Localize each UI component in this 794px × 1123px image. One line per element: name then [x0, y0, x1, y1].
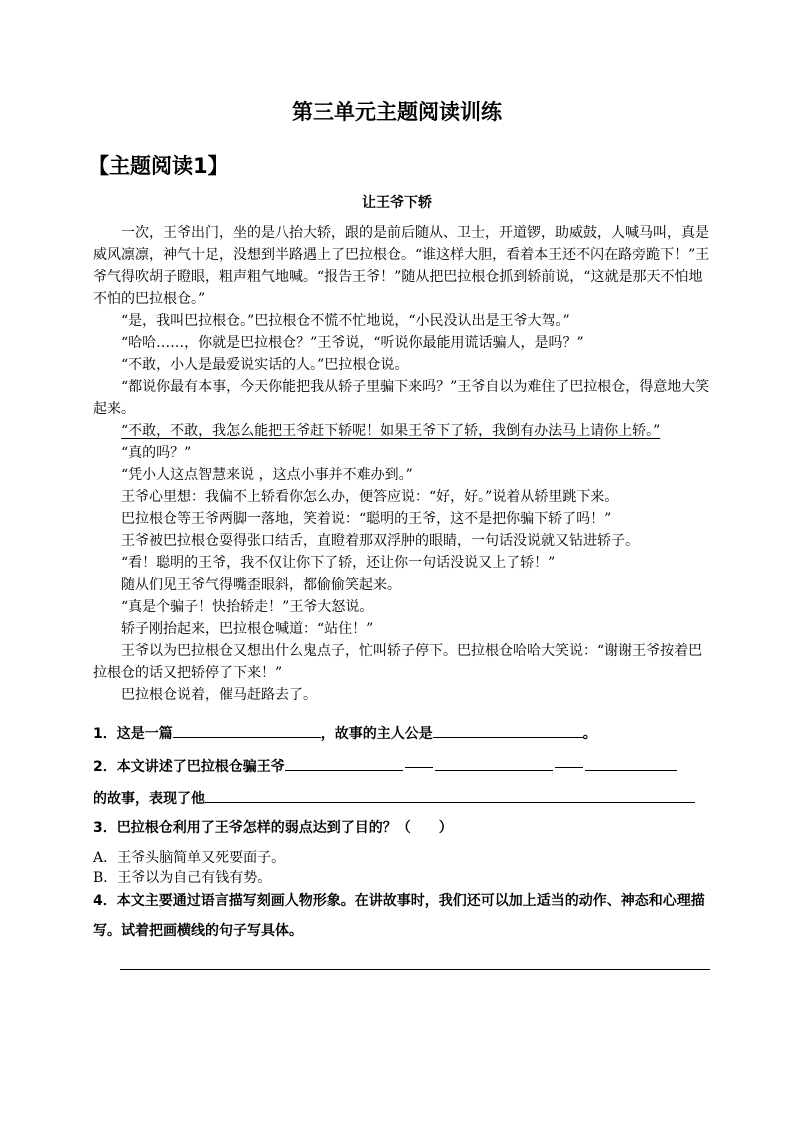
answer-blank-step-1[interactable] [285, 753, 403, 771]
story-paragraph: 巴拉根仓说着，催马赶路去了。 [121, 687, 317, 703]
story-title: 让王爷下轿 [362, 195, 432, 211]
story-paragraph: 王爷被巴拉根仓耍得张口结舌，直瞪着那双浮肿的眼睛，一句话没说就又钻进轿子。 [121, 533, 639, 549]
question-1-text-c: 。 [582, 726, 597, 742]
question-1 [93, 720, 713, 746]
question-4: 4．本文主要通过语言描写刻画人物形象。在讲故事时，我们还可以加上适当的动作、神态和心理描写。试着把画横线的句子写具体。 [93, 893, 705, 939]
answer-blank-genre[interactable] [173, 720, 321, 738]
question-1-text-a: 1．这是一篇 [93, 726, 173, 742]
section-heading: 【主题阅读1】 [88, 154, 229, 178]
question-2 [93, 753, 713, 779]
story-paragraph: 巴拉根仓等王爷两脚一落地，笑着说：“聪明的王爷，这不是把你骗下轿了吗！” [121, 511, 612, 527]
option-b[interactable]: B．王爷以为自己有钱有势。 [93, 870, 272, 886]
story-paragraph: 王爷以为巴拉根仓又想出什么鬼点子，忙叫轿子停下。巴拉根仓哈哈大笑说：“谢谢王爷按着巴拉根仓的话又把轿停了下来！” [93, 643, 703, 681]
option-a[interactable]: A．王爷头脑简单又死要面子。 [93, 850, 286, 866]
story-paragraph: 一次，王爷出门，坐的是八抬大轿，跟的是前后随从、卫士，开道锣，助威鼓，人喊马叫，真是威风凛凛，神气十足，没想到半路遇上了巴拉根仓。“谁这样大胆，看着本王还不闪在路旁跪下！”王爷气得吹胡子瞪眼，粗声粗气地喊。“报告王爷！”随从把巴拉根仓抓到轿前说，“这就是那天不怕地不怕的巴拉根仓。” [93, 225, 710, 307]
story-paragraph: 轿子刚抬起来，巴拉根仓喊道：“站住！” [121, 621, 374, 637]
story-paragraph: 王爷心里想：我偏不上轿看你怎么办，便答应说：“好，好。”说着从轿里跳下来。 [121, 489, 619, 505]
story-paragraph: “真的吗？” [121, 445, 192, 461]
story-paragraph: “凭小人这点智慧来说 ，这点小事并不难办到。” [121, 467, 413, 483]
underlined-sentence: “不敢，不敢，我怎么能把王爷赶下轿呢！如果王爷下了轿，我倒有办法马上请你上轿。” [121, 423, 661, 439]
answer-blank-quality[interactable] [205, 785, 695, 803]
page-title: 第三单元主题阅读训练 [292, 100, 502, 124]
story-text [93, 222, 713, 706]
story-paragraph: “不敢，小人是最爱说实话的人。”巴拉根仓说。 [121, 357, 409, 373]
dash-separator [555, 767, 583, 768]
dash-separator [405, 767, 433, 768]
answer-line[interactable] [120, 969, 710, 970]
answer-blank-step-3[interactable] [585, 753, 677, 771]
answer-blank-protagonist[interactable] [433, 720, 583, 738]
question-3: 3．巴拉根仓利用了王爷怎样的弱点达到了目的？（ ） [93, 820, 453, 836]
story-paragraph: “哈哈……，你就是巴拉根仓？”王爷说，“听说你最能用谎话骗人，是吗？” [121, 335, 584, 351]
story-paragraph: “都说你最有本事，今天你能把我从轿子里骗下来吗？”王爷自以为难住了巴拉根仓，得意地大笑起来。 [93, 379, 710, 417]
story-paragraph: “看！聪明的王爷，我不仅让你下了轿，还让你一句话没说又上了轿！” [121, 555, 556, 571]
question-2-text-a: 2．本文讲述了巴拉根仓骗王爷 [93, 759, 285, 775]
story-paragraph: 随从们见王爷气得嘴歪眼斜，都偷偷笑起来。 [121, 577, 401, 593]
question-2-line-2 [93, 785, 713, 811]
story-paragraph: “是，我叫巴拉根仓。”巴拉根仓不慌不忙地说，“小民没认出是王爷大驾。” [121, 313, 570, 329]
question-2-text-b: 的故事，表现了他 [93, 791, 205, 807]
story-paragraph: “真是个骗子！快抬轿走！”王爷大怒说。 [121, 599, 374, 615]
answer-blank-step-2[interactable] [435, 753, 553, 771]
question-1-text-b: ，故事的主人公是 [320, 726, 433, 742]
